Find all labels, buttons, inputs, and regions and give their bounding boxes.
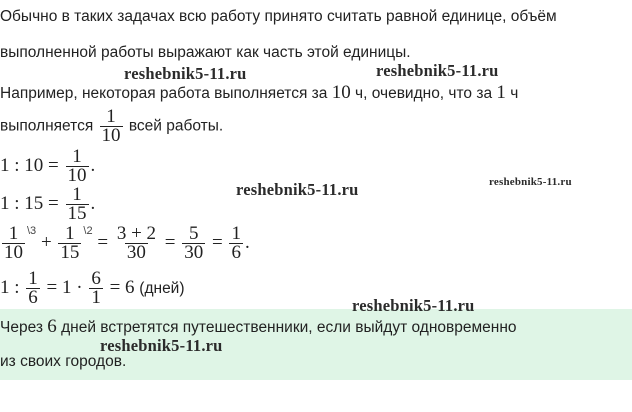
eq3-fraction-2: $\frac{1}{15}$	[60, 223, 80, 263]
watermark: reshebnik5-11.ru	[352, 296, 475, 315]
equation-2: 1 : 15 = $\frac{1}{15}$ .	[0, 184, 96, 224]
eq3-fraction-3: $\frac{3 + 2}{30}$	[116, 223, 157, 263]
eq2-fraction: $\frac{1}{15}$	[67, 184, 87, 224]
intro-line-2: выполненной работы выражают как часть этой единицы.	[0, 44, 411, 61]
watermark: reshebnik5-11.ru	[376, 61, 499, 80]
watermark: reshebnik5-11.ru	[489, 176, 572, 188]
eq3-fraction-5: $\frac{1}{6}$	[231, 223, 241, 263]
watermark: reshebnik5-11.ru	[124, 64, 247, 83]
equation-4: 1 : $\frac{1}{6}$ = 1 · $\frac{6}{1}$ = 6 (дней)	[0, 268, 185, 308]
eq3-fraction-4: $\frac{5}{30}$	[184, 223, 204, 263]
watermark: reshebnik5-11.ru	[236, 180, 359, 199]
eq4-fraction-1: $\frac{1}{6}$	[28, 268, 38, 308]
answer-line-1: Через 6 дней встретятся путешественники, если выйдут одновременно	[0, 316, 517, 337]
eq3-fraction-1: $\frac{1}{10}$	[4, 223, 23, 263]
fraction-one-tenth: $\frac{1}{10}$	[101, 106, 121, 146]
answer-line-2: из своих городов.	[0, 353, 127, 370]
watermark: reshebnik5-11.ru	[100, 336, 223, 355]
example-line-4: выполняется $\frac{1}{10}$ всей работы.	[0, 106, 224, 146]
eq4-fraction-2: $\frac{6}{1}$	[91, 268, 101, 308]
equation-3: $\frac{1}{10}$ $^{\backslash 3}$ + $\frac{1}{15}$ $^{\backslash 2}$ = $\frac{3 + 2}{30}$ = $\frac{5}{30}$ = $\frac{1}{6}$ .	[4, 223, 250, 263]
intro-line-1: Обычно в таких задачах всю работу принято считать равной единице, объём	[0, 8, 557, 25]
eq1-fraction: $\frac{1}{10}$	[67, 146, 87, 186]
example-line-3: Например, некоторая работа выполняется за 10 ч, очевидно, что за 1 ч	[0, 82, 519, 103]
equation-1: 1 : 10 = $\frac{1}{10}$ .	[0, 146, 96, 186]
